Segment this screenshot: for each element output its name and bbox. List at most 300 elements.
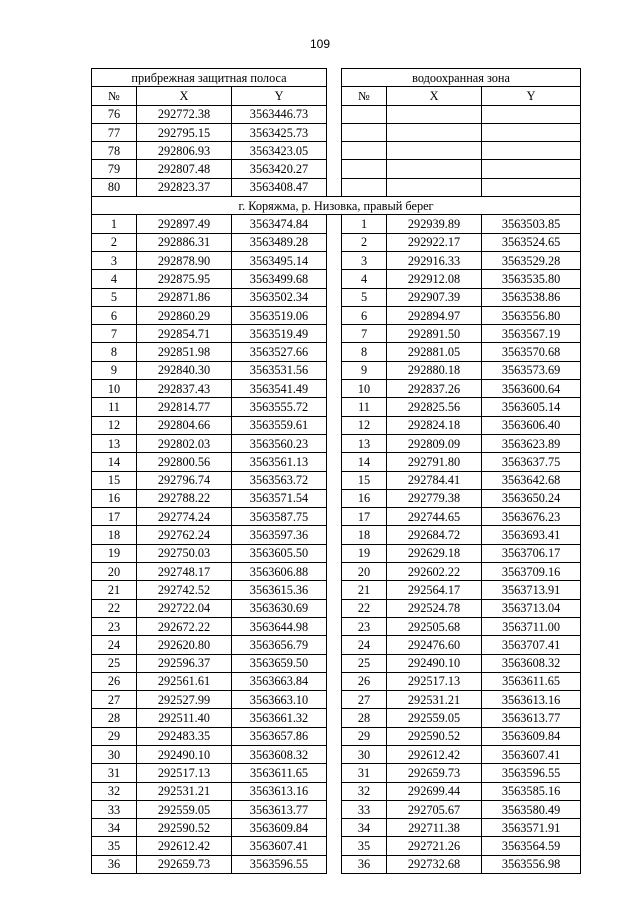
right-y-coordinate-cell: 3563650.24 bbox=[482, 489, 581, 507]
left-point-number-cell: 17 bbox=[92, 508, 137, 526]
left-point-number-cell: 35 bbox=[92, 837, 137, 855]
left-y-coordinate-cell: 3563661.32 bbox=[232, 709, 327, 727]
right-x-coordinate-cell: 292721.26 bbox=[387, 837, 482, 855]
right-x-coordinate-cell: 292564.17 bbox=[387, 581, 482, 599]
right-x-coordinate-cell: 292612.42 bbox=[387, 745, 482, 763]
left-x-coordinate-cell: 292527.99 bbox=[137, 691, 232, 709]
right-point-number-cell: 18 bbox=[342, 526, 387, 544]
table-gap bbox=[327, 87, 342, 105]
left-y-coordinate-cell: 3563613.16 bbox=[232, 782, 327, 800]
left-x-coordinate-cell: 292659.73 bbox=[137, 855, 232, 873]
right-x-coordinate-cell: 292881.05 bbox=[387, 343, 482, 361]
table-row bbox=[92, 142, 581, 160]
left-point-number-cell: 6 bbox=[92, 306, 137, 324]
left-x-coordinate-cell: 292748.17 bbox=[137, 563, 232, 581]
table-row bbox=[92, 434, 581, 452]
empty-cell bbox=[342, 123, 387, 141]
table-row bbox=[92, 380, 581, 398]
right-point-number-cell: 16 bbox=[342, 489, 387, 507]
left-y-coordinate-cell: 3563605.50 bbox=[232, 544, 327, 562]
right-y-coordinate-cell: 3563538.86 bbox=[482, 288, 581, 306]
left-point-number-cell: 21 bbox=[92, 581, 137, 599]
right-y-coordinate-cell: 3563613.77 bbox=[482, 709, 581, 727]
left-y-coordinate-cell: 3563663.10 bbox=[232, 691, 327, 709]
table-row bbox=[92, 508, 581, 526]
right-header-y: Y bbox=[482, 87, 581, 105]
left-point-number-cell: 2 bbox=[92, 233, 137, 251]
column-header-row bbox=[92, 87, 581, 105]
table-gap bbox=[327, 636, 342, 654]
right-point-number-cell: 8 bbox=[342, 343, 387, 361]
right-y-coordinate-cell: 3563613.16 bbox=[482, 691, 581, 709]
left-point-number-cell: 29 bbox=[92, 727, 137, 745]
table-gap bbox=[327, 691, 342, 709]
right-x-coordinate-cell: 292922.17 bbox=[387, 233, 482, 251]
left-point-number-cell: 8 bbox=[92, 343, 137, 361]
right-y-coordinate-cell: 3563556.98 bbox=[482, 855, 581, 873]
table-row bbox=[92, 727, 581, 745]
empty-cell bbox=[482, 123, 581, 141]
right-y-coordinate-cell: 3563709.16 bbox=[482, 563, 581, 581]
table-row bbox=[92, 160, 581, 178]
left-x-coordinate-cell: 292590.52 bbox=[137, 819, 232, 837]
table-row bbox=[92, 526, 581, 544]
table-gap bbox=[327, 160, 342, 178]
right-y-coordinate-cell: 3563573.69 bbox=[482, 361, 581, 379]
table-row bbox=[92, 709, 581, 727]
table-row bbox=[92, 270, 581, 288]
table-row bbox=[92, 178, 581, 196]
left-point-number-cell: 31 bbox=[92, 764, 137, 782]
left-y-coordinate-cell: 3563657.86 bbox=[232, 727, 327, 745]
right-x-coordinate-cell: 292559.05 bbox=[387, 709, 482, 727]
point-number-cell: 79 bbox=[92, 160, 137, 178]
table-row bbox=[92, 782, 581, 800]
left-x-coordinate-cell: 292750.03 bbox=[137, 544, 232, 562]
table-row bbox=[92, 105, 581, 123]
page-number: 109 bbox=[309, 37, 331, 51]
table-row bbox=[92, 581, 581, 599]
right-y-coordinate-cell: 3563606.40 bbox=[482, 416, 581, 434]
point-number-cell: 78 bbox=[92, 142, 137, 160]
table-row bbox=[92, 288, 581, 306]
point-number-cell: 76 bbox=[92, 105, 137, 123]
right-point-number-cell: 25 bbox=[342, 654, 387, 672]
empty-cell bbox=[387, 123, 482, 141]
right-point-number-cell: 30 bbox=[342, 745, 387, 763]
right-x-coordinate-cell: 292784.41 bbox=[387, 471, 482, 489]
left-point-number-cell: 23 bbox=[92, 617, 137, 635]
right-point-number-cell: 15 bbox=[342, 471, 387, 489]
left-x-coordinate-cell: 292875.95 bbox=[137, 270, 232, 288]
right-y-coordinate-cell: 3563706.17 bbox=[482, 544, 581, 562]
left-y-coordinate-cell: 3563596.55 bbox=[232, 855, 327, 873]
right-y-coordinate-cell: 3563713.91 bbox=[482, 581, 581, 599]
left-point-number-cell: 28 bbox=[92, 709, 137, 727]
left-y-coordinate-cell: 3563615.36 bbox=[232, 581, 327, 599]
right-point-number-cell: 26 bbox=[342, 672, 387, 690]
right-x-coordinate-cell: 292912.08 bbox=[387, 270, 482, 288]
table-gap bbox=[327, 178, 342, 196]
right-x-coordinate-cell: 292517.13 bbox=[387, 672, 482, 690]
right-x-coordinate-cell: 292939.89 bbox=[387, 215, 482, 233]
table-gap bbox=[327, 800, 342, 818]
right-x-coordinate-cell: 292824.18 bbox=[387, 416, 482, 434]
table-row bbox=[92, 489, 581, 507]
left-header-x: X bbox=[137, 87, 232, 105]
right-x-coordinate-cell: 292590.52 bbox=[387, 727, 482, 745]
left-point-number-cell: 34 bbox=[92, 819, 137, 837]
table-gap bbox=[327, 123, 342, 141]
left-x-coordinate-cell: 292802.03 bbox=[137, 434, 232, 452]
right-y-coordinate-cell: 3563567.19 bbox=[482, 325, 581, 343]
right-x-coordinate-cell: 292880.18 bbox=[387, 361, 482, 379]
left-y-coordinate-cell: 3563541.49 bbox=[232, 380, 327, 398]
right-y-coordinate-cell: 3563607.41 bbox=[482, 745, 581, 763]
y-coordinate-cell: 3563446.73 bbox=[232, 105, 327, 123]
left-y-coordinate-cell: 3563474.84 bbox=[232, 215, 327, 233]
left-y-coordinate-cell: 3563659.50 bbox=[232, 654, 327, 672]
table-gap bbox=[327, 709, 342, 727]
left-x-coordinate-cell: 292840.30 bbox=[137, 361, 232, 379]
right-x-coordinate-cell: 292629.18 bbox=[387, 544, 482, 562]
right-y-coordinate-cell: 3563556.80 bbox=[482, 306, 581, 324]
table-gap bbox=[327, 306, 342, 324]
group-title-row bbox=[92, 197, 581, 215]
table-gap bbox=[327, 764, 342, 782]
table-row bbox=[92, 599, 581, 617]
right-point-number-cell: 19 bbox=[342, 544, 387, 562]
right-point-number-cell: 3 bbox=[342, 251, 387, 269]
left-point-number-cell: 14 bbox=[92, 453, 137, 471]
right-point-number-cell: 2 bbox=[342, 233, 387, 251]
empty-cell bbox=[342, 142, 387, 160]
table-row bbox=[92, 343, 581, 361]
empty-cell bbox=[342, 105, 387, 123]
table-row bbox=[92, 361, 581, 379]
table-gap bbox=[327, 251, 342, 269]
right-point-number-cell: 17 bbox=[342, 508, 387, 526]
left-y-coordinate-cell: 3563571.54 bbox=[232, 489, 327, 507]
table-row bbox=[92, 617, 581, 635]
table-gap bbox=[327, 654, 342, 672]
left-y-coordinate-cell: 3563609.84 bbox=[232, 819, 327, 837]
empty-cell bbox=[387, 105, 482, 123]
table-row bbox=[92, 563, 581, 581]
right-point-number-cell: 4 bbox=[342, 270, 387, 288]
left-x-coordinate-cell: 292672.22 bbox=[137, 617, 232, 635]
table-row bbox=[92, 745, 581, 763]
table-gap bbox=[327, 855, 342, 873]
right-x-coordinate-cell: 292705.67 bbox=[387, 800, 482, 818]
table-row bbox=[92, 764, 581, 782]
right-y-coordinate-cell: 3563571.91 bbox=[482, 819, 581, 837]
table-gap bbox=[327, 325, 342, 343]
table-gap bbox=[327, 215, 342, 233]
left-x-coordinate-cell: 292531.21 bbox=[137, 782, 232, 800]
right-point-number-cell: 24 bbox=[342, 636, 387, 654]
table-gap bbox=[327, 526, 342, 544]
right-point-number-cell: 20 bbox=[342, 563, 387, 581]
left-y-coordinate-cell: 3563630.69 bbox=[232, 599, 327, 617]
left-x-coordinate-cell: 292596.37 bbox=[137, 654, 232, 672]
right-y-coordinate-cell: 3563711.00 bbox=[482, 617, 581, 635]
right-x-coordinate-cell: 292659.73 bbox=[387, 764, 482, 782]
table-row bbox=[92, 636, 581, 654]
empty-cell bbox=[387, 178, 482, 196]
left-x-coordinate-cell: 292886.31 bbox=[137, 233, 232, 251]
right-y-coordinate-cell: 3563676.23 bbox=[482, 508, 581, 526]
right-point-number-cell: 12 bbox=[342, 416, 387, 434]
right-point-number-cell: 23 bbox=[342, 617, 387, 635]
right-point-number-cell: 31 bbox=[342, 764, 387, 782]
left-x-coordinate-cell: 292796.74 bbox=[137, 471, 232, 489]
left-y-coordinate-cell: 3563606.88 bbox=[232, 563, 327, 581]
left-point-number-cell: 16 bbox=[92, 489, 137, 507]
table-gap bbox=[327, 288, 342, 306]
table-gap bbox=[327, 819, 342, 837]
left-point-number-cell: 1 bbox=[92, 215, 137, 233]
empty-cell bbox=[482, 160, 581, 178]
table-row bbox=[92, 654, 581, 672]
table-row bbox=[92, 416, 581, 434]
left-y-coordinate-cell: 3563555.72 bbox=[232, 398, 327, 416]
point-number-cell: 80 bbox=[92, 178, 137, 196]
right-y-coordinate-cell: 3563535.80 bbox=[482, 270, 581, 288]
right-y-coordinate-cell: 3563585.16 bbox=[482, 782, 581, 800]
table-gap bbox=[327, 599, 342, 617]
right-y-coordinate-cell: 3563503.85 bbox=[482, 215, 581, 233]
table-gap bbox=[327, 745, 342, 763]
left-point-number-cell: 7 bbox=[92, 325, 137, 343]
right-x-coordinate-cell: 292490.10 bbox=[387, 654, 482, 672]
left-x-coordinate-cell: 292788.22 bbox=[137, 489, 232, 507]
right-y-coordinate-cell: 3563693.41 bbox=[482, 526, 581, 544]
left-point-number-cell: 26 bbox=[92, 672, 137, 690]
empty-cell bbox=[482, 178, 581, 196]
table-row bbox=[92, 819, 581, 837]
left-y-coordinate-cell: 3563563.72 bbox=[232, 471, 327, 489]
table-gap bbox=[327, 416, 342, 434]
empty-cell bbox=[342, 178, 387, 196]
left-point-number-cell: 24 bbox=[92, 636, 137, 654]
left-x-coordinate-cell: 292871.86 bbox=[137, 288, 232, 306]
x-coordinate-cell: 292772.38 bbox=[137, 105, 232, 123]
right-point-number-cell: 29 bbox=[342, 727, 387, 745]
left-point-number-cell: 11 bbox=[92, 398, 137, 416]
section-title-row bbox=[92, 69, 581, 87]
empty-cell bbox=[387, 142, 482, 160]
left-y-coordinate-cell: 3563561.13 bbox=[232, 453, 327, 471]
left-y-coordinate-cell: 3563489.28 bbox=[232, 233, 327, 251]
left-x-coordinate-cell: 292804.66 bbox=[137, 416, 232, 434]
left-point-number-cell: 9 bbox=[92, 361, 137, 379]
right-point-number-cell: 10 bbox=[342, 380, 387, 398]
empty-cell bbox=[482, 105, 581, 123]
left-x-coordinate-cell: 292762.24 bbox=[137, 526, 232, 544]
table-gap bbox=[327, 361, 342, 379]
table-gap bbox=[327, 453, 342, 471]
left-y-coordinate-cell: 3563607.41 bbox=[232, 837, 327, 855]
left-y-coordinate-cell: 3563608.32 bbox=[232, 745, 327, 763]
right-x-coordinate-cell: 292531.21 bbox=[387, 691, 482, 709]
right-x-coordinate-cell: 292891.50 bbox=[387, 325, 482, 343]
right-point-number-cell: 11 bbox=[342, 398, 387, 416]
table-gap bbox=[327, 233, 342, 251]
point-number-cell: 77 bbox=[92, 123, 137, 141]
left-point-number-cell: 25 bbox=[92, 654, 137, 672]
right-point-number-cell: 36 bbox=[342, 855, 387, 873]
left-x-coordinate-cell: 292511.40 bbox=[137, 709, 232, 727]
table-row bbox=[92, 855, 581, 873]
left-y-coordinate-cell: 3563644.98 bbox=[232, 617, 327, 635]
table-gap bbox=[327, 672, 342, 690]
left-y-coordinate-cell: 3563587.75 bbox=[232, 508, 327, 526]
right-section-title: водоохранная зона bbox=[342, 69, 581, 87]
table-row bbox=[92, 306, 581, 324]
right-x-coordinate-cell: 292837.26 bbox=[387, 380, 482, 398]
empty-cell bbox=[342, 160, 387, 178]
table-gap bbox=[327, 727, 342, 745]
right-point-number-cell: 28 bbox=[342, 709, 387, 727]
right-x-coordinate-cell: 292809.09 bbox=[387, 434, 482, 452]
left-point-number-cell: 4 bbox=[92, 270, 137, 288]
table-row bbox=[92, 325, 581, 343]
left-x-coordinate-cell: 292517.13 bbox=[137, 764, 232, 782]
group-title: г. Коряжма, р. Низовка, правый берег bbox=[92, 197, 581, 215]
table-row bbox=[92, 123, 581, 141]
y-coordinate-cell: 3563408.47 bbox=[232, 178, 327, 196]
left-y-coordinate-cell: 3563519.49 bbox=[232, 325, 327, 343]
y-coordinate-cell: 3563420.27 bbox=[232, 160, 327, 178]
right-header-x: X bbox=[387, 87, 482, 105]
right-x-coordinate-cell: 292779.38 bbox=[387, 489, 482, 507]
left-y-coordinate-cell: 3563611.65 bbox=[232, 764, 327, 782]
right-y-coordinate-cell: 3563713.04 bbox=[482, 599, 581, 617]
left-x-coordinate-cell: 292837.43 bbox=[137, 380, 232, 398]
y-coordinate-cell: 3563425.73 bbox=[232, 123, 327, 141]
left-point-number-cell: 3 bbox=[92, 251, 137, 269]
right-point-number-cell: 7 bbox=[342, 325, 387, 343]
table-gap bbox=[327, 270, 342, 288]
table-row bbox=[92, 837, 581, 855]
right-x-coordinate-cell: 292916.33 bbox=[387, 251, 482, 269]
right-point-number-cell: 9 bbox=[342, 361, 387, 379]
table-gap bbox=[327, 508, 342, 526]
right-point-number-cell: 22 bbox=[342, 599, 387, 617]
right-y-coordinate-cell: 3563608.32 bbox=[482, 654, 581, 672]
left-x-coordinate-cell: 292483.35 bbox=[137, 727, 232, 745]
right-x-coordinate-cell: 292505.68 bbox=[387, 617, 482, 635]
right-x-coordinate-cell: 292602.22 bbox=[387, 563, 482, 581]
right-point-number-cell: 1 bbox=[342, 215, 387, 233]
x-coordinate-cell: 292823.37 bbox=[137, 178, 232, 196]
table-gap bbox=[327, 142, 342, 160]
table-gap bbox=[327, 489, 342, 507]
left-point-number-cell: 18 bbox=[92, 526, 137, 544]
coordinates-table bbox=[91, 68, 581, 874]
left-point-number-cell: 33 bbox=[92, 800, 137, 818]
left-x-coordinate-cell: 292814.77 bbox=[137, 398, 232, 416]
x-coordinate-cell: 292795.15 bbox=[137, 123, 232, 141]
right-point-number-cell: 35 bbox=[342, 837, 387, 855]
left-x-coordinate-cell: 292851.98 bbox=[137, 343, 232, 361]
empty-cell bbox=[387, 160, 482, 178]
left-x-coordinate-cell: 292878.90 bbox=[137, 251, 232, 269]
left-section-title: прибрежная защитная полоса bbox=[92, 69, 327, 87]
table-row bbox=[92, 453, 581, 471]
right-x-coordinate-cell: 292894.97 bbox=[387, 306, 482, 324]
table-row bbox=[92, 672, 581, 690]
right-point-number-cell: 21 bbox=[342, 581, 387, 599]
left-point-number-cell: 27 bbox=[92, 691, 137, 709]
left-y-coordinate-cell: 3563656.79 bbox=[232, 636, 327, 654]
table-row bbox=[92, 398, 581, 416]
right-point-number-cell: 14 bbox=[342, 453, 387, 471]
right-y-coordinate-cell: 3563611.65 bbox=[482, 672, 581, 690]
table-gap bbox=[327, 69, 342, 87]
left-y-coordinate-cell: 3563531.56 bbox=[232, 361, 327, 379]
left-x-coordinate-cell: 292897.49 bbox=[137, 215, 232, 233]
right-y-coordinate-cell: 3563570.68 bbox=[482, 343, 581, 361]
empty-cell bbox=[482, 142, 581, 160]
left-y-coordinate-cell: 3563495.14 bbox=[232, 251, 327, 269]
left-y-coordinate-cell: 3563527.66 bbox=[232, 343, 327, 361]
left-y-coordinate-cell: 3563560.23 bbox=[232, 434, 327, 452]
table-gap bbox=[327, 782, 342, 800]
left-x-coordinate-cell: 292854.71 bbox=[137, 325, 232, 343]
right-y-coordinate-cell: 3563637.75 bbox=[482, 453, 581, 471]
table-row bbox=[92, 800, 581, 818]
left-point-number-cell: 22 bbox=[92, 599, 137, 617]
y-coordinate-cell: 3563423.05 bbox=[232, 142, 327, 160]
table-row bbox=[92, 233, 581, 251]
table-gap bbox=[327, 544, 342, 562]
right-y-coordinate-cell: 3563564.59 bbox=[482, 837, 581, 855]
table-row bbox=[92, 471, 581, 489]
right-point-number-cell: 6 bbox=[342, 306, 387, 324]
table-gap bbox=[327, 563, 342, 581]
left-x-coordinate-cell: 292612.42 bbox=[137, 837, 232, 855]
table-row bbox=[92, 544, 581, 562]
right-point-number-cell: 13 bbox=[342, 434, 387, 452]
right-x-coordinate-cell: 292744.65 bbox=[387, 508, 482, 526]
table-gap bbox=[327, 398, 342, 416]
left-header-y: Y bbox=[232, 87, 327, 105]
table-gap bbox=[327, 471, 342, 489]
left-x-coordinate-cell: 292561.61 bbox=[137, 672, 232, 690]
right-x-coordinate-cell: 292791.80 bbox=[387, 453, 482, 471]
left-x-coordinate-cell: 292620.80 bbox=[137, 636, 232, 654]
table-gap bbox=[327, 434, 342, 452]
right-x-coordinate-cell: 292907.39 bbox=[387, 288, 482, 306]
left-point-number-cell: 15 bbox=[92, 471, 137, 489]
left-x-coordinate-cell: 292722.04 bbox=[137, 599, 232, 617]
left-x-coordinate-cell: 292742.52 bbox=[137, 581, 232, 599]
left-point-number-cell: 32 bbox=[92, 782, 137, 800]
left-y-coordinate-cell: 3563559.61 bbox=[232, 416, 327, 434]
left-point-number-cell: 10 bbox=[92, 380, 137, 398]
x-coordinate-cell: 292806.93 bbox=[137, 142, 232, 160]
table-gap bbox=[327, 380, 342, 398]
right-y-coordinate-cell: 3563609.84 bbox=[482, 727, 581, 745]
left-x-coordinate-cell: 292800.56 bbox=[137, 453, 232, 471]
table-gap bbox=[327, 105, 342, 123]
right-y-coordinate-cell: 3563605.14 bbox=[482, 398, 581, 416]
right-y-coordinate-cell: 3563600.64 bbox=[482, 380, 581, 398]
left-point-number-cell: 13 bbox=[92, 434, 137, 452]
right-x-coordinate-cell: 292699.44 bbox=[387, 782, 482, 800]
